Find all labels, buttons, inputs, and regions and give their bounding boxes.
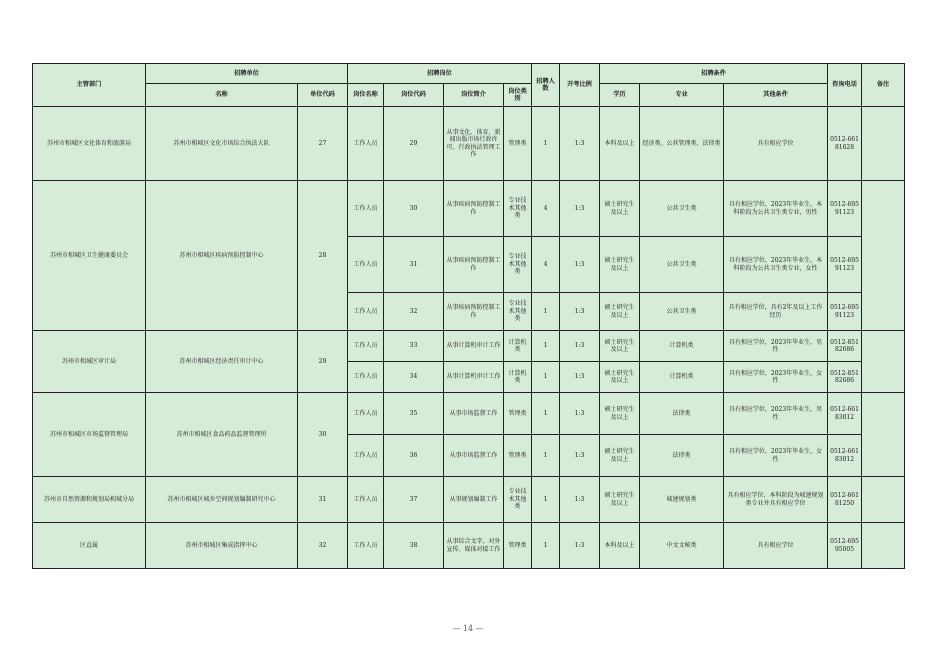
headcount-cell: 1 — [532, 362, 560, 393]
unit-name-cell: 苏州市相城区食品药品监督管理所 — [146, 393, 298, 477]
ratio-cell: 1:3 — [560, 523, 600, 569]
unit-code-cell: 29 — [298, 331, 348, 393]
major-cell: 城建规划类 — [640, 477, 724, 523]
phone-cell: 0512-66183012 — [828, 435, 862, 477]
ratio-cell: 1:3 — [560, 181, 600, 237]
phone-cell: 0512-85182686 — [828, 331, 862, 362]
unit-code-cell: 28 — [298, 181, 348, 331]
dept-cell: 区直属 — [33, 523, 146, 569]
post-name-cell: 工作人员 — [348, 107, 384, 181]
phone-cell: 0512-69591123 — [828, 293, 862, 331]
header-unit-code: 单位代码 — [298, 84, 348, 107]
note-cell — [862, 107, 905, 181]
ratio-cell: 1:3 — [560, 435, 600, 477]
other-cond-cell: 具有相应学位 — [724, 523, 828, 569]
header-cond-group: 招聘条件 — [600, 64, 828, 84]
header-post-desc: 岗位简介 — [444, 84, 504, 107]
header-major: 专业 — [640, 84, 724, 107]
dept-cell: 苏州市自然资源和规划局相城分局 — [33, 477, 146, 523]
headcount-cell: 4 — [532, 181, 560, 237]
table-row — [33, 107, 905, 181]
header-other: 其他条件 — [724, 84, 828, 107]
other-cond-cell: 具有相应学位，2023年毕业生，男性 — [724, 331, 828, 362]
headcount-cell: 1 — [532, 107, 560, 181]
education-cell: 硕士研究生及以上 — [600, 293, 640, 331]
post-desc-cell: 从事疾病预防控制工作 — [444, 293, 504, 331]
page-number: — 14 — — [452, 624, 484, 633]
major-cell: 法律类 — [640, 393, 724, 435]
major-cell: 计算机类 — [640, 362, 724, 393]
header-education: 学历 — [600, 84, 640, 107]
dept-cell: 苏州市相城区市场监督管理局 — [33, 393, 146, 477]
phone-cell: 0512-69595005 — [828, 523, 862, 569]
other-cond-cell: 具有相应学位，2023年毕业生，女性 — [724, 362, 828, 393]
note-cell — [862, 523, 905, 569]
post-code-cell: 30 — [384, 181, 444, 237]
headcount-cell: 1 — [532, 435, 560, 477]
dept-cell: 苏州市相城区审计局 — [33, 331, 146, 393]
post-desc-cell: 从事疾病预防控制工作 — [444, 237, 504, 293]
other-cond-cell: 具有相应学位，2023年毕业生，本科阶段为公共卫生类专业，男性 — [724, 181, 828, 237]
header-post-name: 岗位名称 — [348, 84, 384, 107]
post-code-cell: 32 — [384, 293, 444, 331]
major-cell: 计算机类 — [640, 331, 724, 362]
post-type-cell: 专业技术其他类 — [504, 477, 532, 523]
header-unit-group: 招聘单位 — [146, 64, 348, 84]
post-type-cell: 管理类 — [504, 107, 532, 181]
post-type-cell: 管理类 — [504, 393, 532, 435]
dept-cell: 苏州市相城区卫生健康委员会 — [33, 181, 146, 331]
note-cell — [862, 477, 905, 523]
headcount-cell: 1 — [532, 393, 560, 435]
post-name-cell: 工作人员 — [348, 331, 384, 362]
post-type-cell: 管理类 — [504, 435, 532, 477]
post-type-cell: 计算机类 — [504, 362, 532, 393]
post-type-cell: 专业技术其他类 — [504, 293, 532, 331]
post-name-cell: 工作人员 — [348, 293, 384, 331]
post-code-cell: 35 — [384, 393, 444, 435]
post-desc-cell: 从事市场监督工作 — [444, 393, 504, 435]
education-cell: 硕士研究生及以上 — [600, 237, 640, 293]
header-headcount: 招聘人数 — [532, 64, 560, 107]
post-desc-cell: 从事计算机审计工作 — [444, 362, 504, 393]
post-code-cell: 37 — [384, 477, 444, 523]
ratio-cell: 1:3 — [560, 293, 600, 331]
major-cell: 公共卫生类 — [640, 181, 724, 237]
table-row — [33, 181, 905, 237]
post-code-cell: 38 — [384, 523, 444, 569]
phone-cell: 0512-66181250 — [828, 477, 862, 523]
post-code-cell: 31 — [384, 237, 444, 293]
post-desc-cell: 从事市场监督工作 — [444, 435, 504, 477]
other-cond-cell: 具有相应学位，2023年毕业生，女性 — [724, 435, 828, 477]
post-desc-cell: 从事综合文字、对外宣传、媒体对接工作 — [444, 523, 504, 569]
header-note: 备注 — [862, 64, 905, 107]
table-row — [33, 393, 905, 435]
header-dept: 主管部门 — [33, 64, 146, 107]
post-code-cell: 29 — [384, 107, 444, 181]
table-row — [33, 331, 905, 362]
post-name-cell: 工作人员 — [348, 181, 384, 237]
headcount-cell: 1 — [532, 477, 560, 523]
other-cond-cell: 具有相应学位 — [724, 107, 828, 181]
headcount-cell: 4 — [532, 237, 560, 293]
education-cell: 硕士研究生及以上 — [600, 393, 640, 435]
education-cell: 硕士研究生及以上 — [600, 331, 640, 362]
header-post-type: 岗位类别 — [504, 84, 532, 107]
headcount-cell: 1 — [532, 523, 560, 569]
ratio-cell: 1:3 — [560, 331, 600, 362]
unit-code-cell: 32 — [298, 523, 348, 569]
recruitment-table — [32, 63, 905, 569]
post-desc-cell: 从事计算机审计工作 — [444, 331, 504, 362]
post-type-cell: 专业技术其他类 — [504, 181, 532, 237]
ratio-cell: 1:3 — [560, 237, 600, 293]
major-cell: 公共卫生类 — [640, 237, 724, 293]
education-cell: 硕士研究生及以上 — [600, 362, 640, 393]
note-cell — [862, 331, 905, 393]
other-cond-cell: 具有相应学位，具有2年及以上工作经历 — [724, 293, 828, 331]
post-desc-cell: 从事文化、体育、新闻出版市场行政许可、行政执法管理工作 — [444, 107, 504, 181]
header-post-group: 招聘岗位 — [348, 64, 532, 84]
post-code-cell: 33 — [384, 331, 444, 362]
ratio-cell: 1:3 — [560, 362, 600, 393]
headcount-cell: 1 — [532, 293, 560, 331]
phone-cell: 0512-69591123 — [828, 181, 862, 237]
post-name-cell: 工作人员 — [348, 393, 384, 435]
education-cell: 硕士研究生及以上 — [600, 435, 640, 477]
unit-name-cell: 苏州市相城区集成指挥中心 — [146, 523, 298, 569]
phone-cell: 0512-66181628 — [828, 107, 862, 181]
post-name-cell: 工作人员 — [348, 477, 384, 523]
note-cell — [862, 393, 905, 477]
table-header — [33, 64, 905, 107]
unit-code-cell: 30 — [298, 393, 348, 477]
post-type-cell: 专业技术其他类 — [504, 237, 532, 293]
ratio-cell: 1:3 — [560, 393, 600, 435]
other-cond-cell: 具有相应学位，2023年毕业生，本科阶段为公共卫生类专业，女性 — [724, 237, 828, 293]
other-cond-cell: 具有相应学位，本科阶段为城建规划类专业并具有相应学位 — [724, 477, 828, 523]
header-ratio: 开考比例 — [560, 64, 600, 107]
post-name-cell: 工作人员 — [348, 523, 384, 569]
dept-cell: 苏州市相城区文化体育和旅游局 — [33, 107, 146, 181]
education-cell: 硕士研究生及以上 — [600, 181, 640, 237]
post-code-cell: 36 — [384, 435, 444, 477]
major-cell: 公共卫生类 — [640, 293, 724, 331]
header-post-code: 岗位代码 — [384, 84, 444, 107]
post-desc-cell: 从事疾病预防控制工作 — [444, 181, 504, 237]
phone-cell: 0512-69591123 — [828, 237, 862, 293]
education-cell: 硕士研究生及以上 — [600, 477, 640, 523]
table-row — [33, 523, 905, 569]
post-code-cell: 34 — [384, 362, 444, 393]
unit-code-cell: 27 — [298, 107, 348, 181]
post-name-cell: 工作人员 — [348, 435, 384, 477]
header-phone: 咨询电话 — [828, 64, 862, 107]
headcount-cell: 1 — [532, 331, 560, 362]
education-cell: 本科及以上 — [600, 107, 640, 181]
table-body — [33, 107, 905, 569]
unit-code-cell: 31 — [298, 477, 348, 523]
unit-name-cell: 苏州市相城区经济责任审计中心 — [146, 331, 298, 393]
phone-cell: 0512-85182686 — [828, 362, 862, 393]
header-unit-name: 名称 — [146, 84, 298, 107]
education-cell: 本科及以上 — [600, 523, 640, 569]
unit-name-cell: 苏州市相城区疾病预防控制中心 — [146, 181, 298, 331]
major-cell: 经济类、公共管理类、法律类 — [640, 107, 724, 181]
ratio-cell: 1:3 — [560, 477, 600, 523]
post-desc-cell: 从事规划编制工作 — [444, 477, 504, 523]
post-name-cell: 工作人员 — [348, 237, 384, 293]
unit-name-cell: 苏州市相城区文化市场综合执法大队 — [146, 107, 298, 181]
post-type-cell: 管理类 — [504, 523, 532, 569]
major-cell: 中文文秘类 — [640, 523, 724, 569]
table-row — [33, 477, 905, 523]
unit-name-cell: 苏州市相城区城乡空间规划编制研究中心 — [146, 477, 298, 523]
major-cell: 法律类 — [640, 435, 724, 477]
post-type-cell: 计算机类 — [504, 331, 532, 362]
other-cond-cell: 具有相应学位，2023年毕业生，男性 — [724, 393, 828, 435]
note-cell — [862, 181, 905, 331]
ratio-cell: 1:3 — [560, 107, 600, 181]
post-name-cell: 工作人员 — [348, 362, 384, 393]
phone-cell: 0512-66183012 — [828, 393, 862, 435]
